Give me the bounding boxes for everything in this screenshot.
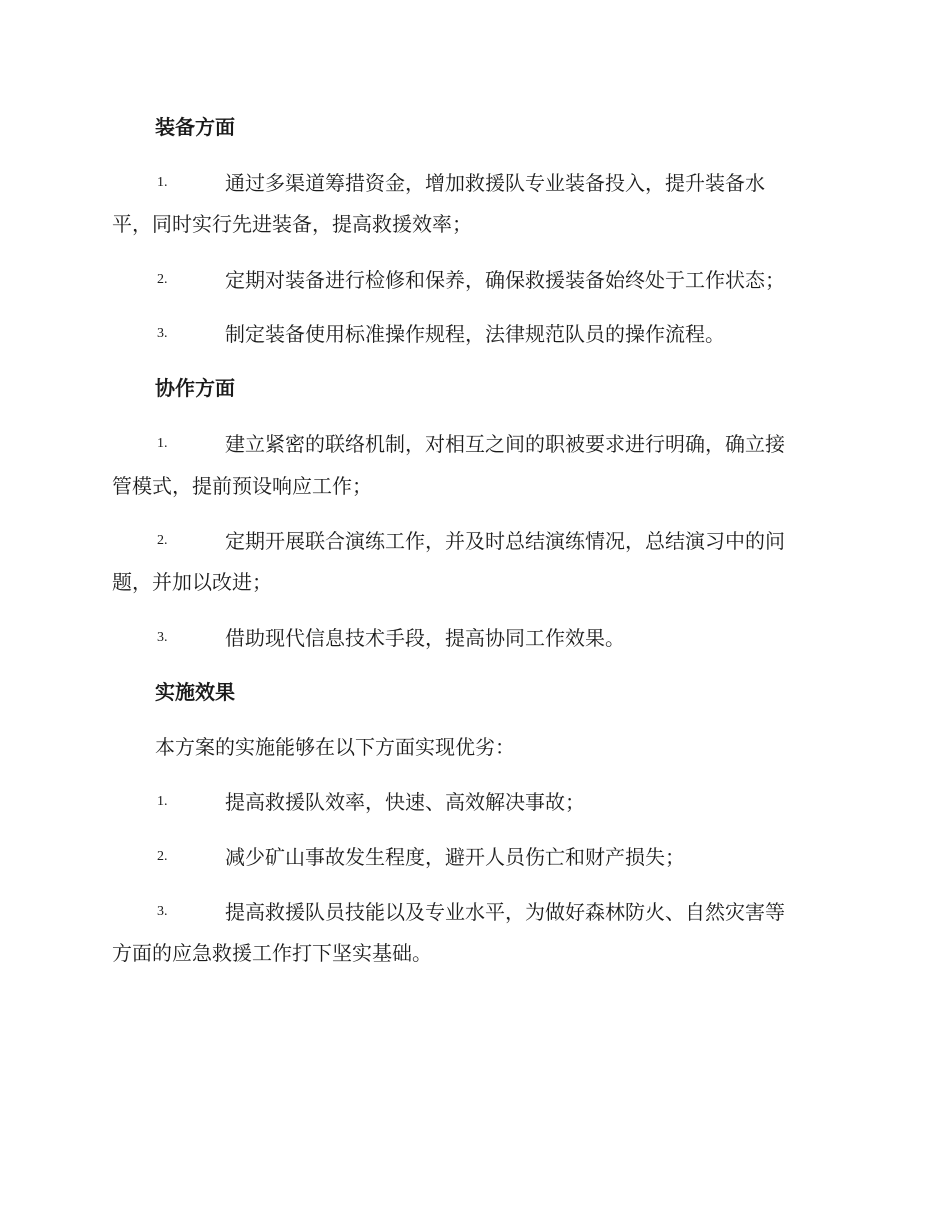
section-heading-cooperation: 协作方面	[155, 376, 235, 400]
list-item-text: 制定装备使用标准操作规程，法律规范队员的操作流程。	[225, 322, 725, 346]
list-item-text: 定期对装备进行检修和保养，确保救援装备始终处于工作状态；	[225, 268, 785, 292]
list-item-text: 提高救援队员技能以及专业水平，为做好森林防火、自然灾害等	[225, 900, 785, 924]
list-number: 1.	[157, 794, 168, 809]
list-number: 1.	[157, 436, 168, 451]
list-item-text: 建立紧密的联络机制，对相互之间的职被要求进行明确，确立接	[225, 432, 785, 456]
list-item-text: 通过多渠道筹措资金，增加救援队专业装备投入，提升装备水	[225, 171, 765, 195]
list-number: 2.	[157, 849, 168, 864]
list-number: 3.	[157, 326, 168, 341]
list-item-text-continued: 管模式，提前预设响应工作；	[112, 474, 372, 498]
list-item-text: 借助现代信息技术手段，提高协同工作效果。	[225, 626, 625, 650]
list-number: 3.	[157, 904, 168, 919]
list-item-text: 提高救援队效率，快速、高效解决事故；	[225, 790, 585, 814]
section-heading-effects: 实施效果	[155, 680, 235, 704]
list-item-text-continued: 方面的应急救援工作打下坚实基础。	[112, 941, 432, 965]
list-number: 3.	[157, 630, 168, 645]
list-item-text: 定期开展联合演练工作，并及时总结演练情况，总结演习中的问	[225, 529, 785, 553]
list-item-text-continued: 题，并加以改进；	[112, 570, 272, 594]
list-item-text-continued: 平，同时实行先进装备，提高救援效率；	[112, 212, 472, 236]
list-item-text: 减少矿山事故发生程度，避开人员伤亡和财产损失；	[225, 845, 685, 869]
list-number: 2.	[157, 533, 168, 548]
section-heading-equipment: 装备方面	[155, 115, 235, 139]
list-number: 1.	[157, 175, 168, 190]
intro-paragraph: 本方案的实施能够在以下方面实现优劣：	[155, 735, 515, 759]
list-number: 2.	[157, 272, 168, 287]
